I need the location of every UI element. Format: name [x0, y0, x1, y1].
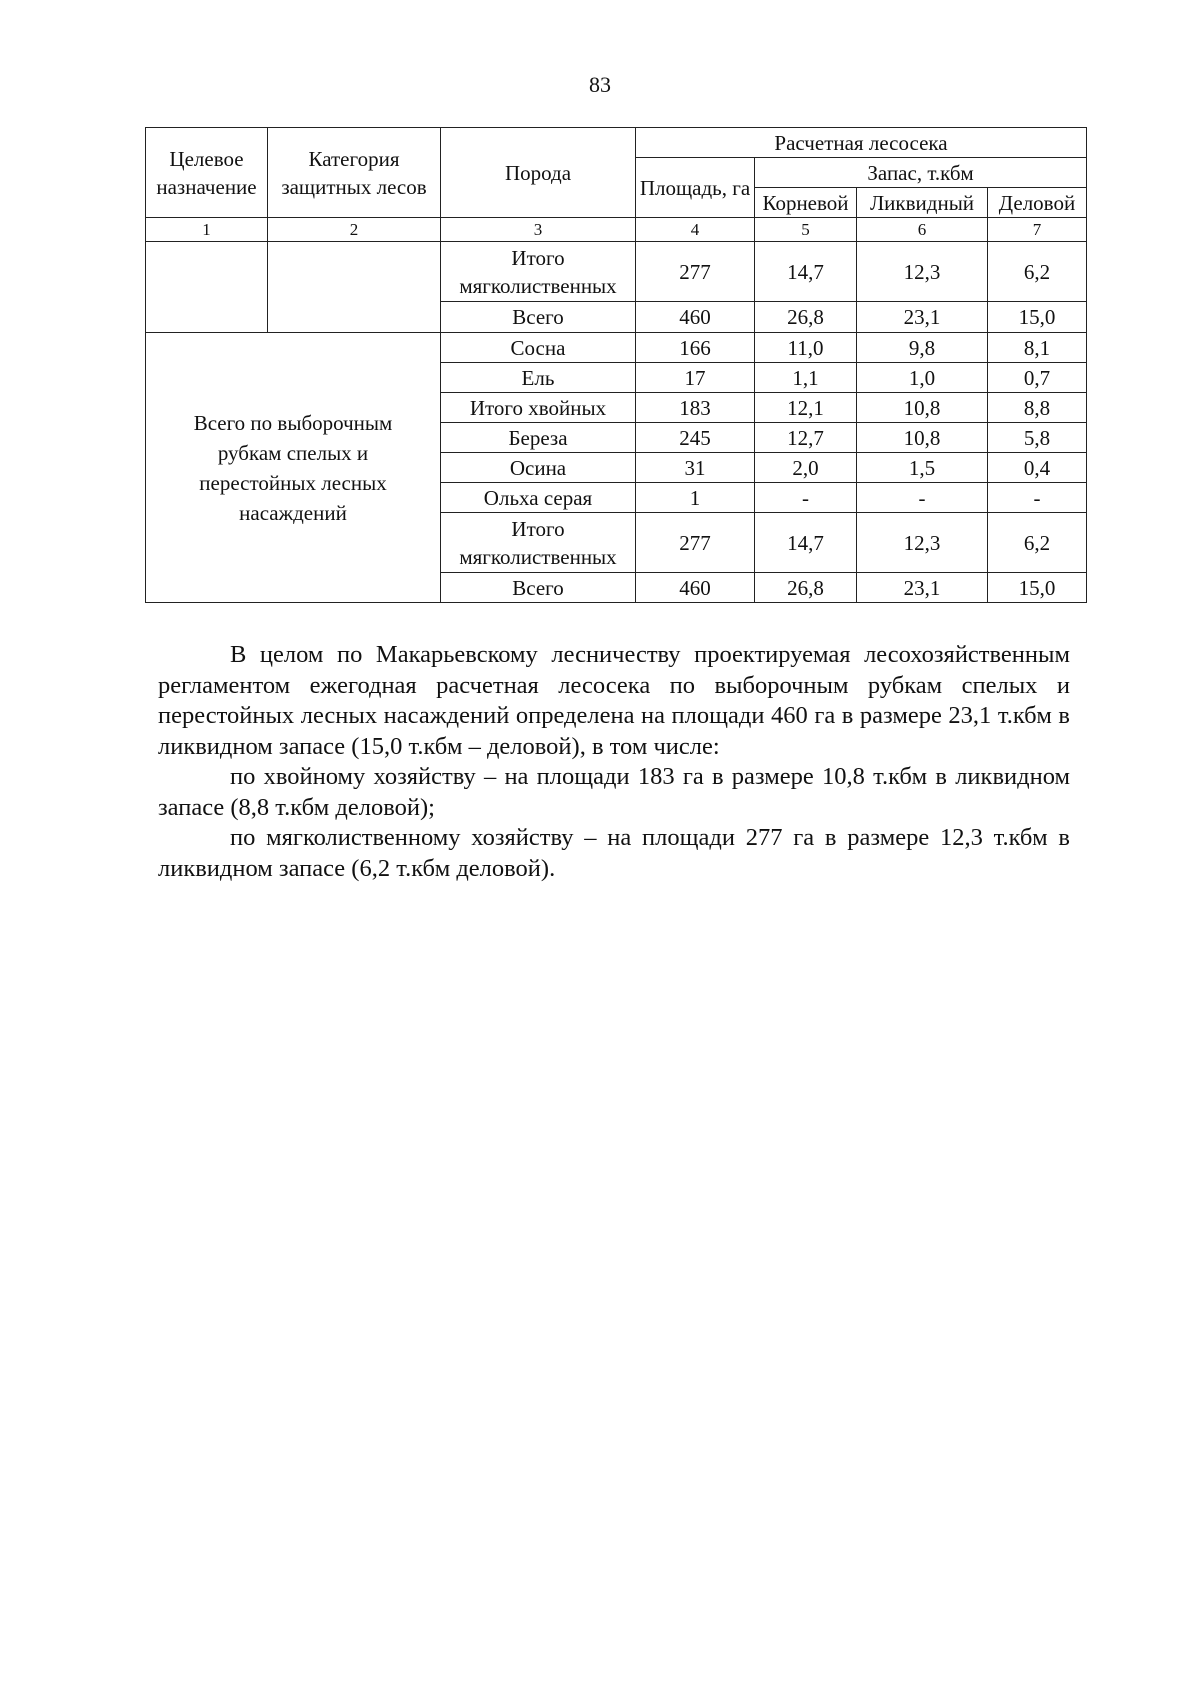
group1-purpose-cell	[146, 242, 268, 333]
page-number: 83	[589, 72, 611, 97]
commercial-cell: 6,2	[988, 242, 1087, 302]
area-cell: 183	[636, 393, 755, 423]
paragraph: В целом по Макарьевскому лесничеству проектируемая лесохозяйственным регламентом ежегодная расчетная лесосека по выборочным рубкам спелых и перестойных лесных насаждений определена на площади 460 га в размере 23,1 т.кбм в ликвидном запасе (15,0 т.кбм – деловой), в том числе:	[158, 641, 1070, 760]
commercial-cell: 5,8	[988, 423, 1087, 453]
species-cell: Сосна	[441, 333, 636, 363]
header-species: Порода	[441, 128, 636, 218]
root-cell: -	[755, 483, 857, 513]
commercial-cell: -	[988, 483, 1087, 513]
root-cell: 14,7	[755, 242, 857, 302]
species-cell: Всего	[441, 302, 636, 333]
column-number: 6	[857, 218, 988, 242]
liquid-cell: 10,8	[857, 423, 988, 453]
commercial-cell: 0,4	[988, 453, 1087, 483]
table-row	[146, 242, 1087, 302]
group1-category-cell	[268, 242, 441, 333]
liquid-cell: 10,8	[857, 393, 988, 423]
column-number: 2	[268, 218, 441, 242]
area-cell: 1	[636, 483, 755, 513]
area-cell: 460	[636, 573, 755, 603]
commercial-cell: 0,7	[988, 363, 1087, 393]
table-row	[146, 333, 1087, 363]
liquid-cell: 1,5	[857, 453, 988, 483]
paragraph: по мягколиственному хозяйству – на площади 277 га в размере 12,3 т.кбм в ликвидном запасе (6,2 т.кбм деловой).	[158, 824, 1070, 882]
area-cell: 31	[636, 453, 755, 483]
column-number: 4	[636, 218, 755, 242]
area-cell: 166	[636, 333, 755, 363]
commercial-cell: 15,0	[988, 573, 1087, 603]
liquid-cell: 12,3	[857, 242, 988, 302]
species-cell: Береза	[441, 423, 636, 453]
root-cell: 11,0	[755, 333, 857, 363]
header-liquid: Ликвидный	[857, 188, 988, 218]
header-protective-category: Категория защитных лесов	[268, 128, 441, 218]
liquid-cell: 23,1	[857, 573, 988, 603]
header-stock: Запас, т.кбм	[755, 158, 1087, 188]
paragraph: по хвойному хозяйству – на площади 183 га в размере 10,8 т.кбм в ликвидном запасе (8,8 т.кбм деловой);	[158, 763, 1070, 821]
liquid-cell: 1,0	[857, 363, 988, 393]
commercial-cell: 6,2	[988, 513, 1087, 573]
header-commercial: Деловой	[988, 188, 1087, 218]
group2-label: Всего по выборочным рубкам спелых и перестойных лесных насаждений	[146, 333, 441, 603]
column-number: 5	[755, 218, 857, 242]
liquid-cell: 9,8	[857, 333, 988, 363]
species-cell: Всего	[441, 573, 636, 603]
root-cell: 26,8	[755, 302, 857, 333]
cutting-area-table	[145, 127, 1087, 603]
species-cell: Ель	[441, 363, 636, 393]
header-cutting-area: Расчетная лесосека	[636, 128, 1087, 158]
species-cell: Итого мягколиственных	[441, 513, 636, 573]
root-cell: 12,7	[755, 423, 857, 453]
column-number: 7	[988, 218, 1087, 242]
body-text	[158, 640, 1070, 884]
area-cell: 277	[636, 513, 755, 573]
species-cell: Ольха серая	[441, 483, 636, 513]
column-number: 1	[146, 218, 268, 242]
area-cell: 460	[636, 302, 755, 333]
root-cell: 2,0	[755, 453, 857, 483]
column-number: 3	[441, 218, 636, 242]
commercial-cell: 15,0	[988, 302, 1087, 333]
commercial-cell: 8,8	[988, 393, 1087, 423]
species-cell: Осина	[441, 453, 636, 483]
species-cell: Итого хвойных	[441, 393, 636, 423]
root-cell: 14,7	[755, 513, 857, 573]
commercial-cell: 8,1	[988, 333, 1087, 363]
header-root: Корневой	[755, 188, 857, 218]
root-cell: 26,8	[755, 573, 857, 603]
root-cell: 1,1	[755, 363, 857, 393]
liquid-cell: 12,3	[857, 513, 988, 573]
liquid-cell: 23,1	[857, 302, 988, 333]
area-cell: 277	[636, 242, 755, 302]
species-cell: Итого мягколиственных	[441, 242, 636, 302]
root-cell: 12,1	[755, 393, 857, 423]
header-target-purpose: Целевое назначение	[146, 128, 268, 218]
area-cell: 245	[636, 423, 755, 453]
area-cell: 17	[636, 363, 755, 393]
header-area: Площадь, га	[636, 158, 755, 218]
liquid-cell: -	[857, 483, 988, 513]
